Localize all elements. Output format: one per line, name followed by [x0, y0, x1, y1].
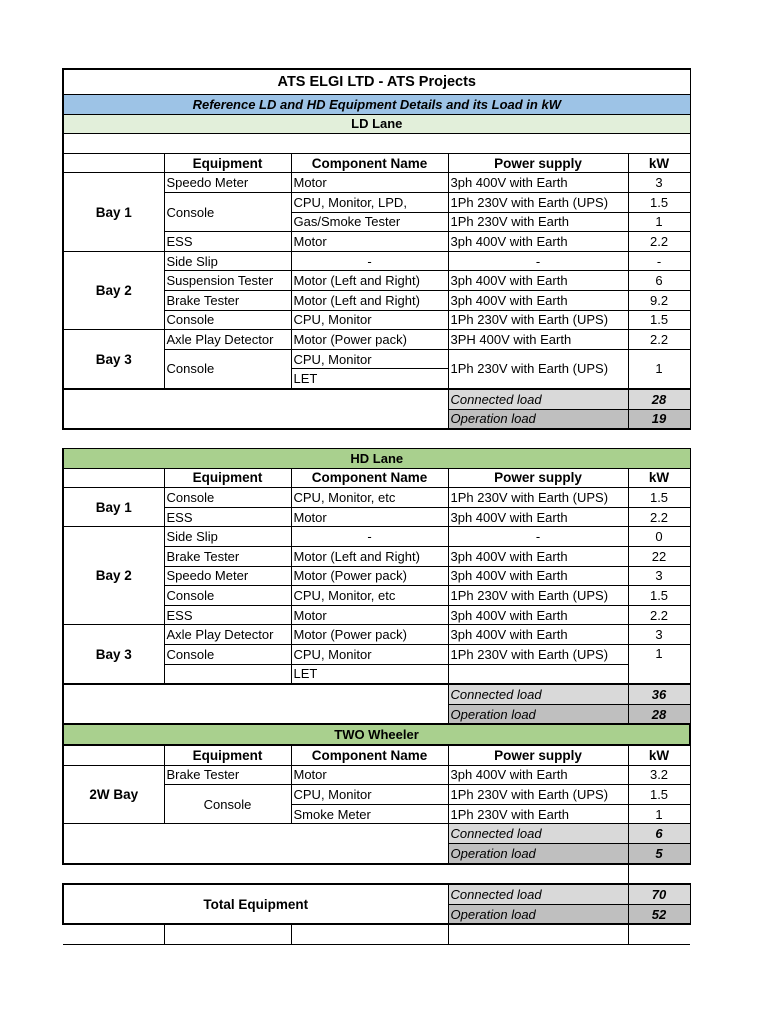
total-operation-load: 52 [628, 904, 690, 924]
bay-label: Bay 1 [63, 173, 164, 251]
equipment-cell: Console [164, 310, 291, 330]
table-row [63, 527, 690, 547]
component-cell: CPU, Monitor [291, 645, 448, 665]
equipment-cell [164, 664, 291, 684]
component-cell: Gas/Smoke Tester [291, 212, 448, 232]
header-component: Component Name [291, 745, 448, 765]
kw-cell: 1.5 [628, 192, 690, 212]
spacer-cell [63, 864, 628, 885]
component-cell: Motor (Power pack) [291, 625, 448, 645]
tw-operation-load: 5 [628, 843, 690, 863]
bay-label: Bay 2 [63, 527, 164, 625]
power-cell: 1Ph 230V with Earth [448, 212, 628, 232]
equipment-cell: Speedo Meter [164, 173, 291, 193]
header-kw: kW [628, 745, 690, 765]
component-cell: - [291, 527, 448, 547]
header-equipment: Equipment [164, 745, 291, 765]
component-cell: Motor (Left and Right) [291, 547, 448, 567]
power-cell: 3ph 400V with Earth [448, 271, 628, 291]
empty-cell [164, 924, 291, 944]
power-cell: 3ph 400V with Earth [448, 566, 628, 586]
ld-header-row [63, 153, 690, 173]
power-cell: 1Ph 230V with Earth (UPS) [448, 645, 628, 665]
empty-cell [63, 924, 164, 944]
equipment-cell: Axle Play Detector [164, 625, 291, 645]
bay-label: Bay 2 [63, 251, 164, 329]
empty-cell [291, 924, 448, 944]
power-cell: - [448, 527, 628, 547]
component-cell: Motor [291, 605, 448, 625]
power-cell: 1Ph 230V with Earth (UPS) [448, 192, 628, 212]
spacer-row [63, 864, 690, 885]
kw-cell: 22 [628, 547, 690, 567]
header-blank [63, 153, 164, 173]
power-cell: 3ph 400V with Earth [448, 765, 628, 785]
bay-label: Bay 1 [63, 488, 164, 527]
equipment-cell: Console [164, 645, 291, 665]
equipment-cell: Console [164, 488, 291, 508]
component-cell: Smoke Meter [291, 804, 448, 824]
kw-cell: 1.5 [628, 785, 690, 805]
component-cell: Motor [291, 507, 448, 527]
ld-table [62, 68, 691, 430]
load-blank [63, 684, 448, 724]
component-cell: LET [291, 664, 448, 684]
kw-cell: 1 [628, 645, 690, 685]
kw-cell: 3 [628, 625, 690, 645]
equipment-cell: Suspension Tester [164, 271, 291, 291]
equipment-cell: ESS [164, 605, 291, 625]
kw-cell: 3 [628, 173, 690, 193]
component-cell: LET [291, 369, 448, 389]
kw-cell: - [628, 251, 690, 271]
operation-load-label: Operation load [448, 843, 628, 863]
header-power: Power supply [448, 745, 628, 765]
equipment-cell: Side Slip [164, 251, 291, 271]
kw-cell: 1 [628, 212, 690, 232]
bay-label: Bay 3 [63, 330, 164, 389]
equipment-cell: Axle Play Detector [164, 330, 291, 350]
component-cell: Motor [291, 173, 448, 193]
component-cell: Motor (Power pack) [291, 566, 448, 586]
equipment-cell: Brake Tester [164, 547, 291, 567]
power-cell: 1Ph 230V with Earth (UPS) [448, 785, 628, 805]
sheet-title: ATS ELGI LTD - ATS Projects [63, 69, 690, 95]
header-component: Component Name [291, 468, 448, 488]
connected-load-label: Connected load [448, 824, 628, 844]
power-cell: 3ph 400V with Earth [448, 507, 628, 527]
table-row [63, 765, 690, 785]
header-equipment: Equipment [164, 468, 291, 488]
equipment-cell: Brake Tester [164, 290, 291, 310]
equipment-cell: Console [164, 349, 291, 389]
total-connected-row [63, 884, 690, 904]
power-cell: 3ph 400V with Earth [448, 173, 628, 193]
component-cell: CPU, Monitor [291, 349, 448, 369]
hd-connected-row [63, 684, 690, 704]
table-row [63, 625, 690, 645]
hd-operation-load: 28 [628, 704, 690, 724]
hd-connected-load: 36 [628, 684, 690, 704]
header-blank [63, 745, 164, 765]
equipment-cell: ESS [164, 232, 291, 252]
table-row [63, 251, 690, 271]
ld-connected-load: 28 [628, 389, 690, 409]
sheet-subtitle: Reference LD and HD Equipment Details and its Load in kW [63, 95, 690, 115]
operation-load-label: Operation load [448, 704, 628, 724]
load-blank [63, 824, 448, 864]
component-cell: Motor (Left and Right) [291, 271, 448, 291]
kw-cell: 2.2 [628, 232, 690, 252]
power-cell [448, 664, 628, 684]
kw-cell: 3.2 [628, 765, 690, 785]
hd-lane-label: HD Lane [63, 449, 690, 469]
kw-cell: 3 [628, 566, 690, 586]
kw-cell: 1 [628, 804, 690, 824]
kw-cell: 1.5 [628, 310, 690, 330]
kw-cell: 1.5 [628, 586, 690, 606]
total-connected-load: 70 [628, 884, 690, 904]
component-cell: Motor (Power pack) [291, 330, 448, 350]
equipment-cell: Console [164, 586, 291, 606]
header-blank [63, 468, 164, 488]
equipment-cell: ESS [164, 507, 291, 527]
section-gap [62, 430, 689, 448]
header-power: Power supply [448, 468, 628, 488]
empty-row [63, 924, 690, 944]
component-cell: CPU, Monitor [291, 310, 448, 330]
table-row [63, 488, 690, 508]
total-label: Total Equipment [63, 884, 448, 924]
ld-lane-label: LD Lane [63, 114, 690, 134]
header-power: Power supply [448, 153, 628, 173]
power-cell: 1Ph 230V with Earth [448, 804, 628, 824]
tw-connected-load: 6 [628, 824, 690, 844]
power-cell: 3ph 400V with Earth [448, 290, 628, 310]
power-cell: 1Ph 230V with Earth (UPS) [448, 310, 628, 330]
power-cell: 3ph 400V with Earth [448, 232, 628, 252]
connected-load-label: Connected load [448, 389, 628, 409]
ld-connected-row [63, 389, 690, 409]
kw-cell: 0 [628, 527, 690, 547]
equipment-cell: Brake Tester [164, 765, 291, 785]
tw-header-row [63, 745, 690, 765]
table-row [63, 330, 690, 350]
header-kw: kW [628, 153, 690, 173]
connected-load-label: Connected load [448, 884, 628, 904]
power-cell: 3ph 400V with Earth [448, 605, 628, 625]
equipment-cell: Console [164, 785, 291, 824]
header-equipment: Equipment [164, 153, 291, 173]
hd-table [62, 448, 691, 945]
kw-cell: 6 [628, 271, 690, 291]
component-cell: Motor [291, 765, 448, 785]
blank-row [63, 134, 690, 154]
component-cell: CPU, Monitor [291, 785, 448, 805]
hd-header-row [63, 468, 690, 488]
bay-label: 2W Bay [63, 765, 164, 824]
power-cell: 1Ph 230V with Earth (UPS) [448, 488, 628, 508]
component-cell: CPU, Monitor, LPD, [291, 192, 448, 212]
kw-cell: 1.5 [628, 488, 690, 508]
bay-label: Bay 3 [63, 625, 164, 684]
equipment-cell: Console [164, 192, 291, 231]
table-row [63, 173, 690, 193]
component-cell: CPU, Monitor, etc [291, 586, 448, 606]
component-cell: Motor [291, 232, 448, 252]
header-component: Component Name [291, 153, 448, 173]
spreadsheet [62, 68, 689, 945]
power-cell: 3ph 400V with Earth [448, 625, 628, 645]
kw-cell: 9.2 [628, 290, 690, 310]
tw-lane-label: TWO Wheeler [63, 724, 690, 745]
power-cell: - [448, 251, 628, 271]
empty-cell [628, 924, 690, 944]
kw-cell: 2.2 [628, 605, 690, 625]
kw-cell: 2.2 [628, 330, 690, 350]
power-cell: 3PH 400V with Earth [448, 330, 628, 350]
header-kw: kW [628, 468, 690, 488]
component-cell: - [291, 251, 448, 271]
connected-load-label: Connected load [448, 684, 628, 704]
power-cell: 1Ph 230V with Earth (UPS) [448, 349, 628, 389]
empty-cell [448, 924, 628, 944]
component-cell: Motor (Left and Right) [291, 290, 448, 310]
spacer-cell [628, 864, 690, 885]
ld-operation-load: 19 [628, 409, 690, 429]
power-cell: 3ph 400V with Earth [448, 547, 628, 567]
operation-load-label: Operation load [448, 904, 628, 924]
load-blank [63, 389, 448, 429]
kw-cell: 1 [628, 349, 690, 389]
kw-cell: 2.2 [628, 507, 690, 527]
tw-connected-row [63, 824, 690, 844]
operation-load-label: Operation load [448, 409, 628, 429]
equipment-cell: Speedo Meter [164, 566, 291, 586]
component-cell: CPU, Monitor, etc [291, 488, 448, 508]
equipment-cell: Side Slip [164, 527, 291, 547]
power-cell: 1Ph 230V with Earth (UPS) [448, 586, 628, 606]
